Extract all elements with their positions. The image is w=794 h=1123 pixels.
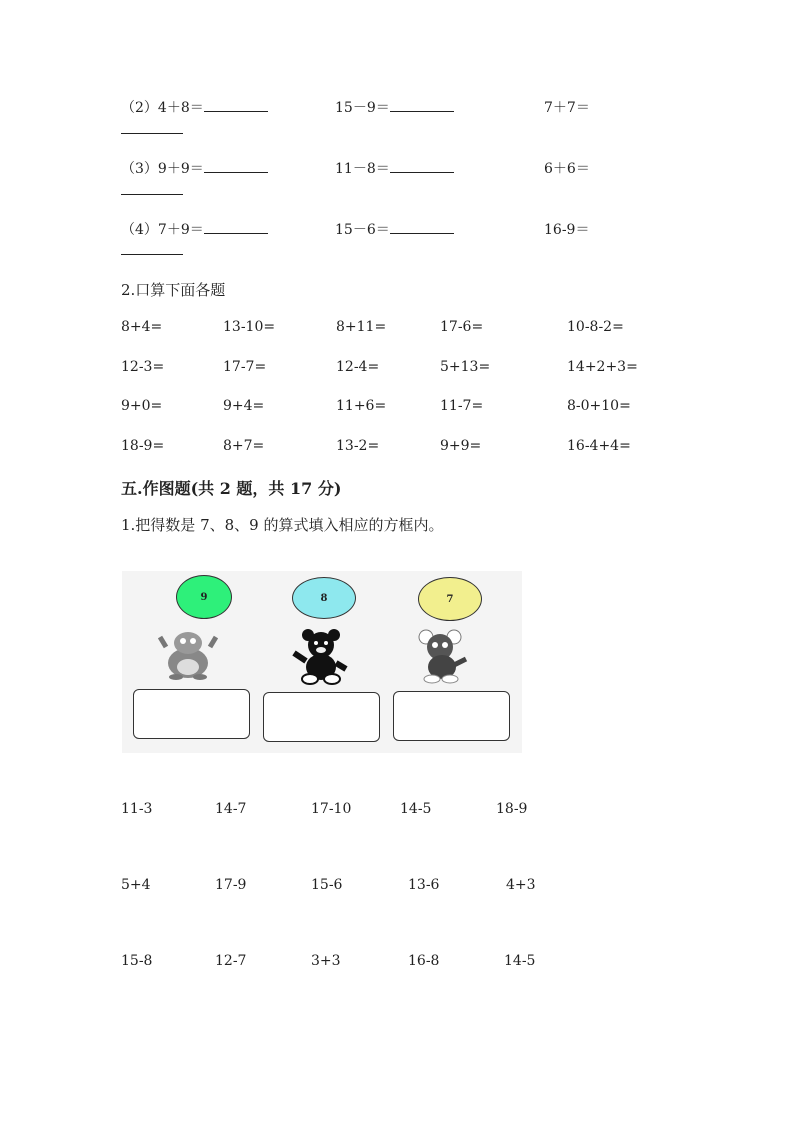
expression-item[interactable]: 4+3 xyxy=(506,877,536,893)
bubble-label: 9 xyxy=(200,591,208,603)
answer-blank[interactable] xyxy=(390,160,454,173)
expression-item[interactable]: 12-7 xyxy=(215,953,247,969)
expression-item[interactable]: 15-6 xyxy=(311,877,343,893)
arithmetic-problem: 5+13= xyxy=(440,359,491,375)
q1-row-4-right: 16-9＝ xyxy=(544,222,590,238)
expression-item[interactable]: 16-8 xyxy=(408,953,440,969)
expression-item[interactable]: 14-5 xyxy=(504,953,536,969)
answer-box-8[interactable] xyxy=(263,692,380,742)
q2-title: 2.口算下面各题 xyxy=(121,281,226,299)
expression-item[interactable]: 3+3 xyxy=(311,953,341,969)
expression-item[interactable]: 15-8 xyxy=(121,953,153,969)
expression-item[interactable]: 18-9 xyxy=(496,801,528,817)
monster-icon xyxy=(158,629,218,681)
expression-item[interactable]: 13-6 xyxy=(408,877,440,893)
answer-blank[interactable] xyxy=(390,99,454,112)
q1-row-2-prefix: （2）4＋8＝ xyxy=(121,100,204,116)
arithmetic-problem: 8-0+10= xyxy=(567,398,631,414)
q1-row-2-mid: 15－9＝ xyxy=(335,100,390,116)
answer-blank[interactable] xyxy=(121,133,183,134)
arithmetic-problem: 11-7= xyxy=(440,398,484,414)
answer-blank[interactable] xyxy=(204,160,268,173)
arithmetic-problem: 14+2+3= xyxy=(567,359,638,375)
arithmetic-problem: 8+7= xyxy=(223,438,265,454)
answer-box-9[interactable] xyxy=(133,689,250,739)
arithmetic-problem: 13-2= xyxy=(336,438,380,454)
bear-icon xyxy=(290,629,352,685)
question-text: 1.把得数是 7、8、9 的算式填入相应的方框内。 xyxy=(121,516,444,534)
arithmetic-problem: 17-6= xyxy=(440,319,484,335)
arithmetic-problem: 12-3= xyxy=(121,359,165,375)
answer-blank[interactable] xyxy=(204,99,268,112)
mouse-icon xyxy=(414,629,472,685)
expression-item[interactable]: 11-3 xyxy=(121,801,153,817)
bubble-label: 8 xyxy=(320,592,328,604)
expression-item[interactable]: 17-10 xyxy=(311,801,352,817)
expression-item[interactable]: 14-5 xyxy=(400,801,432,817)
q1-row-3-prefix: （3）9＋9＝ xyxy=(121,161,204,177)
q1-row-3-mid: 11－8＝ xyxy=(335,161,390,177)
arithmetic-problem: 11+6= xyxy=(336,398,387,414)
arithmetic-problem: 17-7= xyxy=(223,359,267,375)
q1-row-2-right: 7＋7＝ xyxy=(544,100,590,116)
answer-blank[interactable] xyxy=(121,254,183,255)
q1-row-4-mid: 15－6＝ xyxy=(335,222,390,238)
arithmetic-problem: 10-8-2= xyxy=(567,319,624,335)
arithmetic-problem: 12-4= xyxy=(336,359,380,375)
arithmetic-problem: 9+9= xyxy=(440,438,482,454)
section-heading: 五.作图题(共 2 题，共 17 分) xyxy=(121,479,342,498)
answer-blank[interactable] xyxy=(390,221,454,234)
arithmetic-problem: 13-10= xyxy=(223,319,276,335)
arithmetic-problem: 9+4= xyxy=(223,398,265,414)
expression-item[interactable]: 17-9 xyxy=(215,877,247,893)
expression-item[interactable]: 5+4 xyxy=(121,877,151,893)
animal-figure xyxy=(122,571,522,753)
arithmetic-problem: 8+4= xyxy=(121,319,163,335)
speech-bubble-7 xyxy=(418,577,482,621)
q1-row-4-prefix: （4）7＋9＝ xyxy=(121,222,204,238)
answer-box-7[interactable] xyxy=(393,691,510,741)
arithmetic-problem: 9+0= xyxy=(121,398,163,414)
arithmetic-problem: 18-9= xyxy=(121,438,165,454)
speech-bubble-9 xyxy=(176,575,232,619)
arithmetic-problem: 8+11= xyxy=(336,319,387,335)
arithmetic-problem: 16-4+4= xyxy=(567,438,631,454)
expression-item[interactable]: 14-7 xyxy=(215,801,247,817)
q1-row-3-right: 6＋6＝ xyxy=(544,161,590,177)
speech-bubble-8 xyxy=(292,577,356,619)
answer-blank[interactable] xyxy=(204,221,268,234)
bubble-label: 7 xyxy=(446,593,454,605)
answer-blank[interactable] xyxy=(121,194,183,195)
